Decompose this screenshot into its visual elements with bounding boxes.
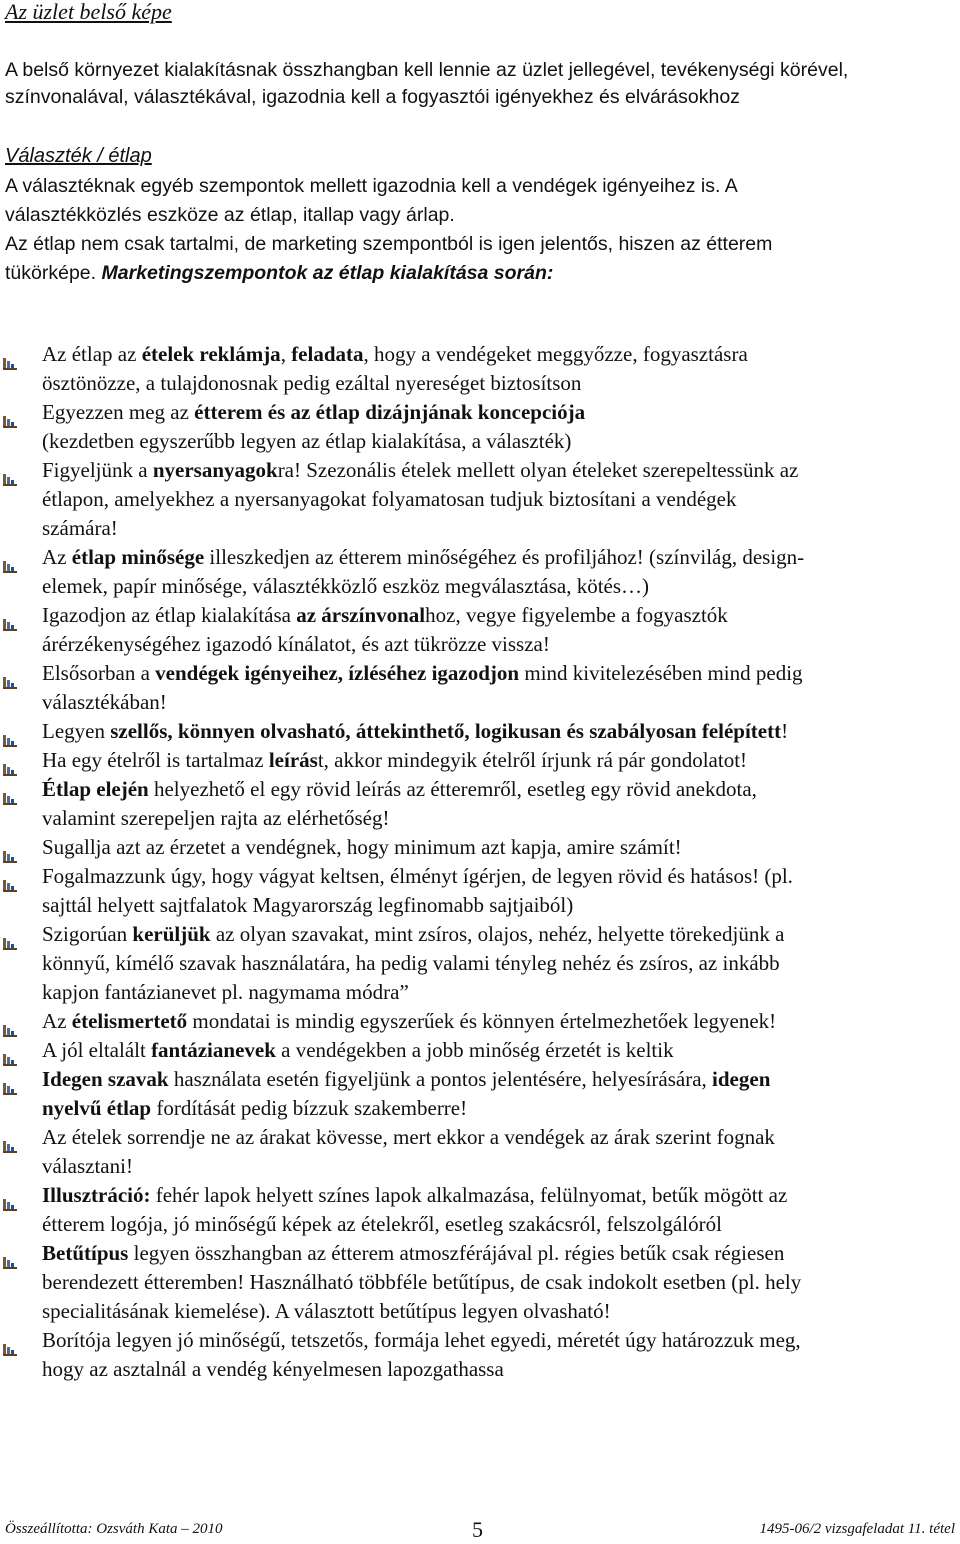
list-item-line: Figyeljünk a nyersanyagokra! Szezonális ételek mellett olyan ételeket szerepeltessünk az: [42, 458, 799, 482]
list-item: [0, 398, 960, 456]
footer-exam-reference: 1495-06/2 vizsgafeladat 11. tétel: [759, 1521, 955, 1537]
bullet-icon: [3, 668, 17, 680]
page-number: 5: [472, 1517, 483, 1542]
paragraph-line: [5, 259, 950, 288]
bullet-icon: [3, 1074, 17, 1086]
emphasis-text: idegen: [712, 1067, 771, 1091]
list-item: [0, 1036, 960, 1065]
list-item-line: Sugallja azt az érzetet a vendégnek, hogy minimum azt kapja, amire számít!: [42, 835, 682, 859]
emphasis-text: nyelvű étlap: [42, 1096, 152, 1120]
list-item-line: Igazodjon az étlap kialakítása az árszínvonalhoz, vegye figyelembe a fogyasztók: [42, 603, 728, 627]
emphasis-text: étterem és az étlap dizájnjának koncepciója: [194, 400, 586, 424]
emphasis-text: Betűtípus: [42, 1241, 129, 1265]
intro-paragraph: A belső környezet kialakításnak összhangban kell lennie az üzlet jellegével, tevékenységi körével, színvonalával, választékával, igazodnia kell a fogyasztói igényekhez és elvárásokhoz: [5, 59, 849, 108]
list-item: [0, 340, 960, 398]
list-item-line: Ha egy ételről is tartalmaz leírást, akkor mindegyik ételről írjunk rá pár gondolatot!: [42, 748, 748, 772]
bullet-icon: [3, 1190, 17, 1202]
list-item: [0, 456, 960, 543]
footer-author: Összeállította: Ozsváth Kata – 2010: [5, 1521, 223, 1537]
emphasis-text: vendégek igényeihez, ízléséhez igazodjon: [155, 661, 520, 685]
bullet-icon: [3, 842, 17, 854]
list-item-line: Illusztráció: fehér lapok helyett színes lapok alkalmazása, felülnyomat, betűk mögött az: [42, 1183, 788, 1207]
bullet-icon: [3, 552, 17, 564]
list-item-line: Szigorúan kerüljük az olyan szavakat, mint zsíros, olajos, nehéz, helyette törekedjünk a: [42, 922, 785, 946]
list-item: [0, 1239, 960, 1326]
list-item-line: hogy az asztalnál a vendég kényelmesen lapozgathassa: [42, 1357, 504, 1381]
list-item-line: Egyezzen meg az étterem és az étlap dizájnjának koncepciója: [42, 400, 586, 424]
paragraph-line: Az étlap nem csak tartalmi, de marketing szempontból is igen jelentős, hiszen az étterem: [5, 233, 773, 255]
emphasis-text: leírás: [268, 748, 318, 772]
list-item: [0, 1123, 960, 1181]
list-item-line: választékában!: [42, 690, 167, 714]
page-title: Az üzlet belső képe: [5, 0, 172, 24]
bullet-icon: [3, 610, 17, 622]
emphasis-text: nyersanyagok: [152, 458, 278, 482]
list-item-line: berendezett étteremben! Használható többféle betűtípus, de csak indokolt esetben (pl. hely: [42, 1270, 802, 1294]
list-item-line: A jól eltalált fantázianevek a vendégekben a jobb minőség érzetét is keltik: [42, 1038, 674, 1062]
bullet-icon: [3, 465, 17, 477]
list-item-line: (kezdetben egyszerűbb legyen az étlap kialakítása, a választék): [42, 429, 572, 453]
list-item: [0, 543, 960, 601]
list-item-line: Elsősorban a vendégek igényeihez, ízléséhez igazodjon mind kivitelezésében mind pedig: [42, 661, 803, 685]
bullet-icon: [3, 1335, 17, 1347]
list-item: [0, 1065, 960, 1123]
paragraph-line: választékközlés eszköze az étlap, itallap vagy árlap.: [5, 204, 455, 226]
marketing-points-list: [0, 340, 960, 1384]
list-item-line: Az ételismertető mondatai is mindig egyszerűek és könnyen értelmezhetőek legyenek!: [42, 1009, 777, 1033]
list-item-line: ösztönözze, a tulajdonosnak pedig ezáltal nyereséget biztosítson: [42, 371, 582, 395]
emphasis-text: Idegen szavak: [42, 1067, 169, 1091]
list-item: [0, 1326, 960, 1384]
bullet-icon: [3, 1045, 17, 1057]
emphasis-text: ételek reklámja: [141, 342, 281, 366]
emphasis-text: feladata: [291, 342, 364, 366]
emphasis-text: az árszínvonal: [296, 603, 426, 627]
list-item-line: Az étlap minősége illeszkedjen az étterem minőségéhez és profiljához! (színvilág, design-: [42, 545, 805, 569]
bullet-icon: [3, 784, 17, 796]
list-item-line: árérzékenységéhez igazodó kínálatot, és azt tükrözze vissza!: [42, 632, 550, 656]
bullet-icon: [3, 755, 17, 767]
list-item-line: valamint szerepeljen rajta az elérhetőség!: [42, 806, 390, 830]
list-item-line: Az ételek sorrendje ne az árakat kövesse, mert ekkor a vendégek az árak szerint fognak: [42, 1125, 775, 1149]
list-item-line: étterem logója, jó minőségű képek az ételekről, esetleg szakácsról, felszolgálóról: [42, 1212, 722, 1236]
emphasis-text: Étlap elején: [42, 777, 149, 801]
menu-paragraph: [5, 172, 950, 288]
list-item-line: elemek, papír minősége, választékközlő eszköz megválasztása, kötés…): [42, 574, 650, 598]
list-item-line: Borítója legyen jó minőségű, tetszetős, formája lehet egyedi, méretét úgy határozzuk meg,: [42, 1328, 801, 1352]
list-item-line: nyelvű étlap fordítását pedig bízzuk szakemberre!: [42, 1096, 468, 1120]
bullet-icon: [3, 1016, 17, 1028]
emphasis-text: szellős, könnyen olvasható, áttekinthető, logikusan és szabályosan felépített: [110, 719, 782, 743]
emphasis-text: ételismertető: [71, 1009, 188, 1033]
list-item-line: Étlap elején helyezhető el egy rövid leírás az étteremről, esetleg egy rövid anekdota,: [42, 777, 757, 801]
list-item-line: választani!: [42, 1154, 133, 1178]
emphasis-text: fantázianevek: [151, 1038, 276, 1062]
bullet-icon: [3, 871, 17, 883]
list-item-line: kapjon fantázianevet pl. nagymama módra”: [42, 980, 409, 1004]
bullet-icon: [3, 726, 17, 738]
list-item-line: számára!: [42, 516, 118, 540]
list-item: [0, 862, 960, 920]
bullet-icon: [3, 349, 17, 361]
marketing-points-heading: Marketingszempontok az étlap kialakítása során:: [101, 262, 554, 284]
list-item-line: Az étlap az ételek reklámja, feladata, hogy a vendégeket meggyőzze, fogyasztásra: [42, 342, 748, 366]
emphasis-text: kerüljük: [132, 922, 211, 946]
emphasis-text: Illusztráció:: [42, 1183, 151, 1207]
list-item-line: Betűtípus legyen összhangban az étterem atmoszférájával pl. régies betűk csak régiesen: [42, 1241, 785, 1265]
list-item: [0, 775, 960, 833]
bullet-icon: [3, 407, 17, 419]
bullet-icon: [3, 1132, 17, 1144]
bullet-icon: [3, 1248, 17, 1260]
list-item-line: sajttál helyett sajtfalatok Magyarország legfinomabb sajtjaiból): [42, 893, 574, 917]
list-item: [0, 746, 960, 775]
list-item-line: Fogalmazzunk úgy, hogy vágyat keltsen, élményt ígérjen, de legyen rövid és hatásos! (pl.: [42, 864, 793, 888]
paragraph-text: tükörképe.: [5, 262, 97, 284]
list-item-line: étlapon, amelyekhez a nyersanyagokat folyamatosan tudjuk biztosítani a vendégek: [42, 487, 737, 511]
list-item-line: Idegen szavak használata esetén figyeljünk a pontos jelentésére, helyesírására, idegen: [42, 1067, 771, 1091]
list-item: [0, 717, 960, 746]
section-heading: Választék / étlap: [5, 145, 152, 167]
list-item: [0, 920, 960, 1007]
list-item: [0, 1007, 960, 1036]
list-item: [0, 601, 960, 659]
list-item-line: könnyű, kímélő szavak használatára, ha pedig valami tényleg nehéz és zsíros, az inkább: [42, 951, 780, 975]
list-item: [0, 833, 960, 862]
list-item-line: Legyen szellős, könnyen olvasható, áttekinthető, logikusan és szabályosan felépített!: [42, 719, 789, 743]
emphasis-text: étlap minősége: [71, 545, 205, 569]
bullet-icon: [3, 929, 17, 941]
list-item-line: specialitásának kiemelése). A választott betűtípus legyen olvasható!: [42, 1299, 611, 1323]
paragraph-line: A választéknak egyéb szempontok mellett igazodnia kell a vendégek igényeihez is. A: [5, 175, 738, 197]
list-item: [0, 1181, 960, 1239]
list-item: [0, 659, 960, 717]
